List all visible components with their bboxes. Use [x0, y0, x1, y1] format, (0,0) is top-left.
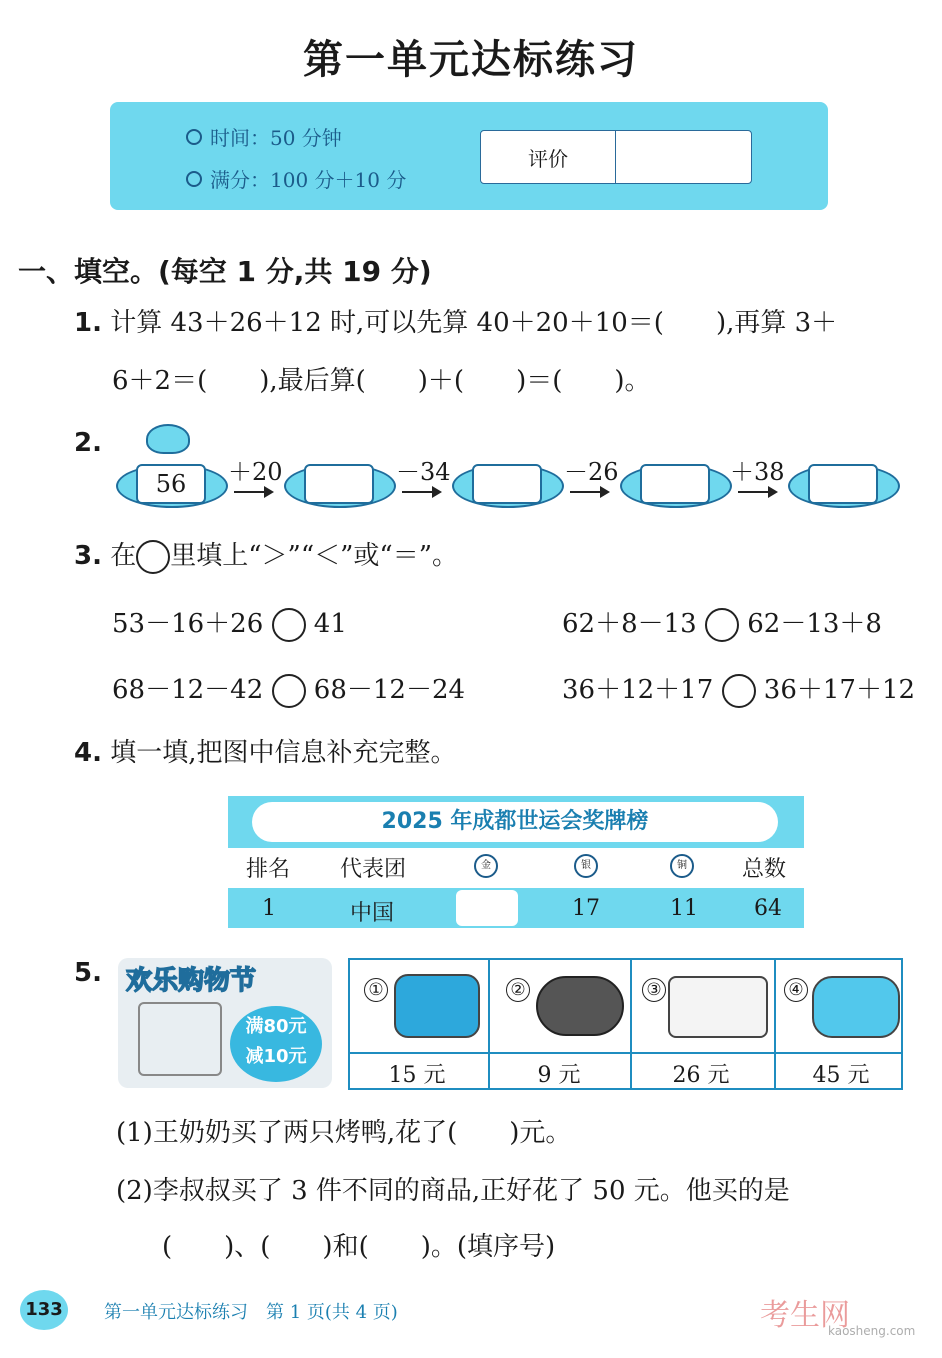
grade-field[interactable]: [616, 131, 751, 183]
time-info: 时间：50 分钟: [186, 122, 342, 151]
operation: －26: [564, 458, 619, 486]
discount-badge: 满80元 减10元: [230, 1006, 322, 1082]
header-team: 代表团: [340, 857, 407, 882]
answer-box[interactable]: [472, 464, 542, 504]
score-info: 满分：100 分＋10 分: [186, 164, 406, 193]
cart-icon: [138, 1002, 222, 1076]
compare-circle[interactable]: [272, 608, 306, 642]
arrow-right-icon: [234, 491, 272, 493]
cell-rank: 1: [262, 896, 276, 921]
question-number: 1.: [74, 308, 102, 338]
tomato-tray-icon: [394, 974, 480, 1038]
shopping-promo: [118, 958, 332, 1088]
promo-title: 欢乐购物节: [126, 966, 257, 996]
answer-box[interactable]: [808, 464, 878, 504]
arrow-right-icon: [402, 491, 440, 493]
sub-question-1: (1)王奶奶买了两只烤鸭,花了( )元。: [116, 1118, 572, 1148]
compare-item: 53－16＋26 41: [112, 608, 347, 642]
section-heading: 一、填空。(每空 1 分,共 19 分): [18, 255, 432, 288]
circle-icon: [136, 540, 170, 574]
question-1-line2: 6＋2＝( ),最后算( )＋( )＝( )。: [112, 366, 651, 396]
answer-box[interactable]: [640, 464, 710, 504]
item-number: ④: [784, 978, 808, 1002]
operation: ＋38: [730, 458, 785, 486]
item-number: ③: [642, 978, 666, 1002]
frog-icon: [146, 424, 190, 454]
price: 9 元: [537, 1063, 581, 1088]
arrow-right-icon: [570, 491, 608, 493]
watermark-site: kaosheng.com: [828, 1324, 916, 1338]
compare-circle[interactable]: [722, 674, 756, 708]
roast-duck-icon: [812, 976, 900, 1038]
item-number: ②: [506, 978, 530, 1002]
watermark-brand: 考生网: [760, 1298, 850, 1333]
gold-answer-box[interactable]: [456, 890, 518, 926]
cell-silver: 17: [572, 896, 600, 921]
cell-bronze: 11: [670, 896, 698, 921]
page-number: 133: [20, 1290, 68, 1330]
medal-table-title: 2025 年成都世运会奖牌榜: [252, 802, 778, 842]
medal-table-banner: [228, 796, 804, 848]
operation: －34: [396, 458, 451, 486]
item-number: ①: [364, 978, 388, 1002]
grade-box: [480, 130, 752, 184]
operation: ＋20: [228, 458, 283, 486]
answer-box[interactable]: [304, 464, 374, 504]
page-title: 第一单元达标练习: [303, 37, 639, 83]
header-total: 总数: [742, 857, 787, 882]
compare-item: 62＋8－13 62－13＋8: [562, 608, 882, 642]
question-5: [74, 958, 102, 989]
sub-question-2-line2: ( )、( )和( )。(填序号): [162, 1232, 556, 1262]
egg-tray-icon: [668, 976, 768, 1038]
price: 15 元: [388, 1063, 446, 1088]
question-number: 4.: [74, 738, 102, 768]
question-3: 3. 在 里填上“＞”“＜”或“＝”。: [74, 540, 458, 574]
clock-icon: [186, 129, 202, 145]
gold-medal-icon: 金: [474, 854, 498, 878]
question-4: 4. 填一填,把图中信息补充完整。: [74, 738, 457, 768]
compare-circle[interactable]: [272, 674, 306, 708]
question-1: [74, 308, 837, 339]
eggplant-tray-icon: [536, 976, 624, 1036]
compare-item: 36＋12＋17 36＋17＋12: [562, 674, 915, 708]
question-2: [74, 428, 102, 459]
question-number: 3.: [74, 541, 102, 571]
arrow-right-icon: [738, 491, 776, 493]
compare-item: 68－12－42 68－12－24: [112, 674, 465, 708]
price: 26 元: [672, 1063, 730, 1088]
question-number: 2.: [74, 428, 102, 458]
question-text: 计算 43＋26＋12 时,可以先算 40＋20＋10＝( ),再算 3＋: [110, 308, 838, 338]
cell-total: 64: [754, 896, 782, 921]
bronze-medal-icon: 铜: [670, 854, 694, 878]
header-rank: 排名: [246, 857, 291, 882]
sub-question-2: (2)李叔叔买了 3 件不同的商品,正好花了 50 元。他买的是: [116, 1176, 790, 1206]
check-icon: [186, 171, 202, 187]
grade-label: 评价: [481, 131, 616, 183]
price: 45 元: [812, 1063, 870, 1088]
question-number: 5.: [74, 958, 102, 988]
start-value: 56: [136, 464, 206, 504]
compare-circle[interactable]: [705, 608, 739, 642]
silver-medal-icon: 银: [574, 854, 598, 878]
footer-text: 第一单元达标练习 第 1 页(共 4 页): [104, 1302, 398, 1323]
cell-team: 中国: [350, 901, 395, 926]
